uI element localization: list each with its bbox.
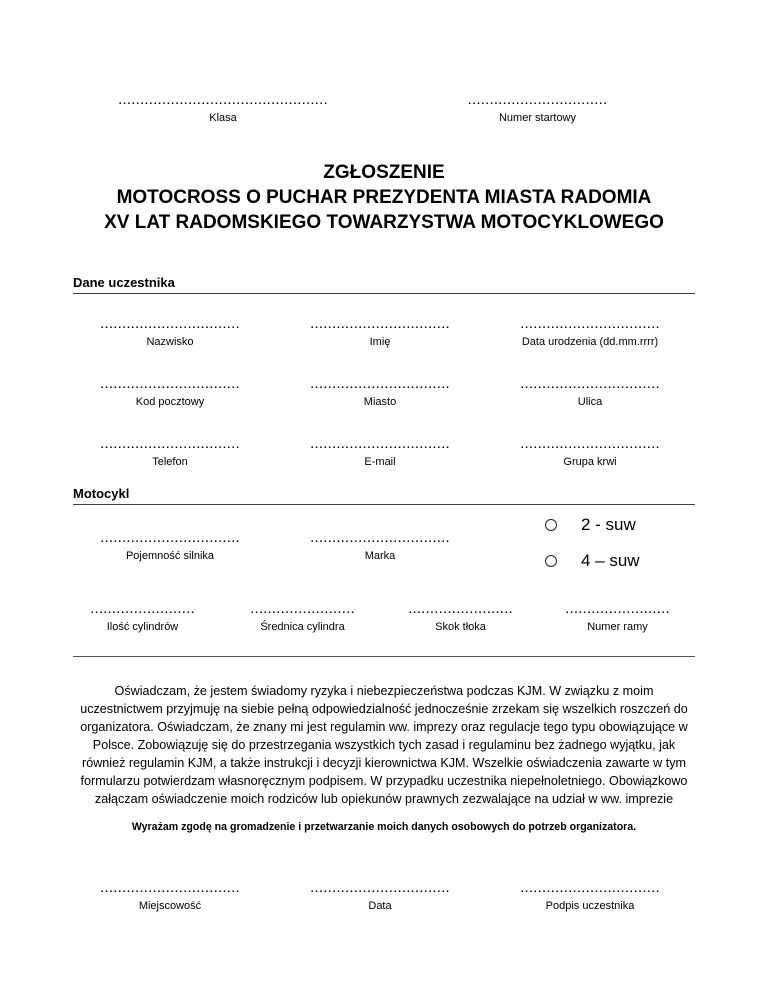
phone-field[interactable] [80,436,260,468]
frame-number-field[interactable] [555,601,680,633]
phone-label: Telefon [152,456,188,468]
date-dots: ................................ [310,879,450,896]
postal-code-label: Kod pocztowy [135,396,205,408]
birth-date-dots: ................................ [520,315,660,332]
frame-number-dots: ........................ [565,600,670,617]
start-number-field[interactable] [445,92,630,124]
brand-dots: ................................ [310,529,450,546]
engine-capacity-label: Pojemność silnika [125,550,215,562]
blood-type-field[interactable] [500,436,680,468]
first-name-field[interactable] [290,316,470,348]
frame-number-label: Numer ramy [587,621,648,633]
start-number-dots: ................................ [467,91,608,108]
radio-circle-icon[interactable] [545,555,557,567]
signature-field[interactable] [500,880,680,912]
two-stroke-label: 2 - suw [581,515,636,534]
form-title [0,160,768,235]
email-label: E-mail [364,456,396,468]
engine-capacity-dots: ................................ [100,529,240,546]
start-number-label: Numer startowy [498,112,577,124]
street-label: Ulica [577,396,603,408]
piston-stroke-dots: ........................ [408,600,513,617]
brand-label: Marka [364,550,396,562]
participant-heading: Dane uczestnika [73,275,695,294]
piston-stroke-label: Skok tłoka [435,621,486,633]
place-dots: ................................ [100,879,240,896]
four-stroke-label: 4 – suw [581,551,640,570]
radio-circle-icon[interactable] [545,519,557,531]
surname-field[interactable] [80,316,260,348]
cylinder-bore-label: Średnica cylindra [260,621,345,633]
first-name-dots: ................................ [310,315,450,332]
two-stroke-option[interactable] [545,515,636,535]
postal-code-dots: ................................ [100,375,240,392]
section-divider [73,656,695,657]
blood-type-label: Grupa krwi [563,456,617,468]
birth-date-label: Data urodzenia (dd.mm.rrrr) [521,336,659,348]
declaration-text: Oświadczam, że jestem świadomy ryzyka i niebezpieczeństwa podczas KJM. W związku z moim uczestnictwem przyjmuję na siebie pełną odpowiedzialność jednocześnie zrzekam się wszelkich roszczeń do organizatora. Oświadczam, że znany mi jest regulamin ww. imprezy oraz regulacje tego typu obowiązujące w Polsce. Zobowiązuję się do przestrzegania wszystkich tych zasad i regulaminu bez żadnego wyjątku, jak również regulamin KJM, a także instrukcji i decyzji kierownictwa KJM. Wszelkie oświadczenia zawarte w tym formularzu potwierdzam własnoręcznym podpisem. W przypadku uczestnika niepełnoletniego. Obowiązkowo załączam oświadczenie moich rodziców lub opiekunów prawnych zezwalające na udział w ww. imprezie [80,684,688,806]
four-stroke-option[interactable] [545,551,640,571]
cylinder-bore-field[interactable] [240,601,365,633]
class-label: Klasa [209,112,237,124]
title-line-2: MOTOCROSS O PUCHAR PREZYDENTA MIASTA RADOMIA [116,187,652,208]
date-field[interactable] [290,880,470,912]
place-label: Miejscowość [138,900,202,912]
city-field[interactable] [290,376,470,408]
signature-label: Podpis uczestnika [545,900,635,912]
phone-dots: ................................ [100,435,240,452]
cylinder-count-field[interactable] [80,601,205,633]
street-field[interactable] [500,376,680,408]
piston-stroke-field[interactable] [398,601,523,633]
email-dots: ................................ [310,435,450,452]
cylinder-count-dots: ........................ [90,600,195,617]
motorcycle-heading: Motocykl [73,486,695,505]
place-field[interactable] [80,880,260,912]
street-dots: ................................ [520,375,660,392]
cylinder-count-label: Ilość cylindrów [106,621,179,633]
class-dots: ................................................ [118,91,328,108]
surname-dots: ................................ [100,315,240,332]
consent-text: Wyrażam zgodę na gromadzenie i przetwarzanie moich danych osobowych do potrzeb organizatora. [131,821,637,833]
blood-type-dots: ................................ [520,435,660,452]
class-field[interactable] [95,92,351,124]
first-name-label: Imię [369,336,391,348]
brand-field[interactable] [290,530,470,562]
signature-dots: ................................ [520,879,660,896]
engine-capacity-field[interactable] [80,530,260,562]
birth-date-field[interactable] [500,316,680,348]
city-dots: ................................ [310,375,450,392]
surname-label: Nazwisko [146,336,194,348]
date-label: Data [368,900,392,912]
title-line-1: ZGŁOSZENIE [323,162,445,183]
title-line-3: XV LAT RADOMSKIEGO TOWARZYSTWA MOTOCYKLOWEGO [104,212,664,233]
email-field[interactable] [290,436,470,468]
city-label: Miasto [363,396,397,408]
cylinder-bore-dots: ........................ [250,600,355,617]
postal-code-field[interactable] [80,376,260,408]
